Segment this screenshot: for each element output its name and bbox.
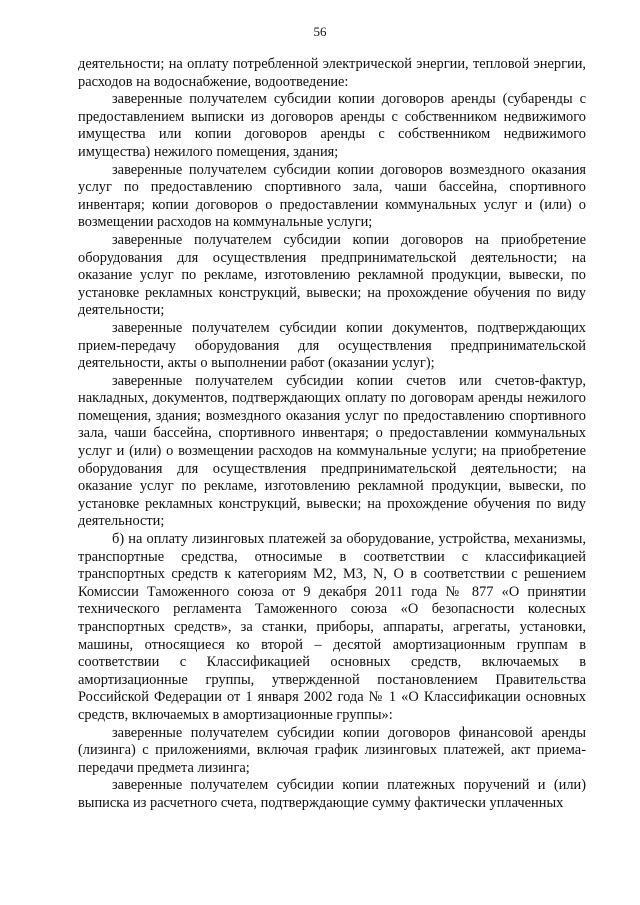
paragraph: заверенные получателем субсидии копии платежных поручений и (или) выписка из расчетного счета, подтверждающие сумму фактически уплаченных [78, 777, 586, 811]
paragraph: заверенные получателем субсидии копии договоров на приобретение оборудования для осуществления предпринимательской деятельности; на оказание услуг по рекламе, изготовлению рекламной продукции, вывески, по установке рекламных конструкций, вывески; на прохождение обучения по виду деятельности; [78, 231, 586, 319]
paragraph-item-b: б) на оплату лизинговых платежей за оборудование, устройства, механизмы, транспортные средства, относимые в соответствии с классификацией транспортных средств к категориям М2, М3, N, О в соответствии с решением Комиссии Таможенного союза от 9 декабря 2011 года № 877 «О принятии технического регламента Таможенного союза «О безопасности колесных транспортных средств», за станки, приборы, аппараты, агрегаты, установки, машины, относящиеся ко второй – десятой амортизационным группам в соответствии с Классификацией основных средств, включаемых в амортизационные группы, утвержденной постановлением Правительства Российской Федерации от 1 января 2002 года № 1 «О Классификации основных средств, включаемых в амортизационные группы»: [78, 531, 586, 723]
paragraph-continuation: деятельности; на оплату потребленной электрической энергии, тепловой энергии, расходов на водоснабжение, водоотведение: [78, 56, 586, 90]
paragraph: заверенные получателем субсидии копии договоров аренды (субаренды с предоставлением выписки из договоров аренды с собственником недвижимого имущества или копии договоров аренды с собственником недвижимого имущества) нежилого помещения, здания; [78, 91, 586, 160]
paragraph: заверенные получателем субсидии копии счетов или счетов-фактур, накладных, документов, подтверждающих оплату по договорам аренды нежилого помещения, здания; возмездного оказания услуг по предоставлению спортивного зала, чаши бассейна, спортивного инвентаря; о предоставлении коммунальных услуг и (или) о возмещении расходов на коммунальные услуги; на приобретение оборудования для осуществления предпринимательской деятельности; на оказание услуг по рекламе, изготовлению рекламной продукции, вывески, по установке рекламных конструкций, вывески; на прохождение обучения по виду деятельности; [78, 372, 586, 530]
paragraph: заверенные получателем субсидии копии договоров финансовой аренды (лизинга) с приложениями, включая график лизинговых платежей, акт приема-передачи предмета лизинга; [78, 724, 586, 776]
paragraph: заверенные получателем субсидии копии договоров возмездного оказания услуг по предоставлению спортивного зала, чаши бассейна, спортивного инвентаря; копии договоров о предоставлении коммунальных услуг и (или) о возмещении расходов на коммунальные услуги; [78, 161, 586, 231]
page-number: 56 [313, 24, 327, 39]
document-body [78, 56, 586, 813]
paragraph: заверенные получателем субсидии копии документов, подтверждающих прием-передачу оборудования для осуществления предпринимательской деятельности, акты о выполнении работ (оказании услуг); [78, 319, 586, 372]
